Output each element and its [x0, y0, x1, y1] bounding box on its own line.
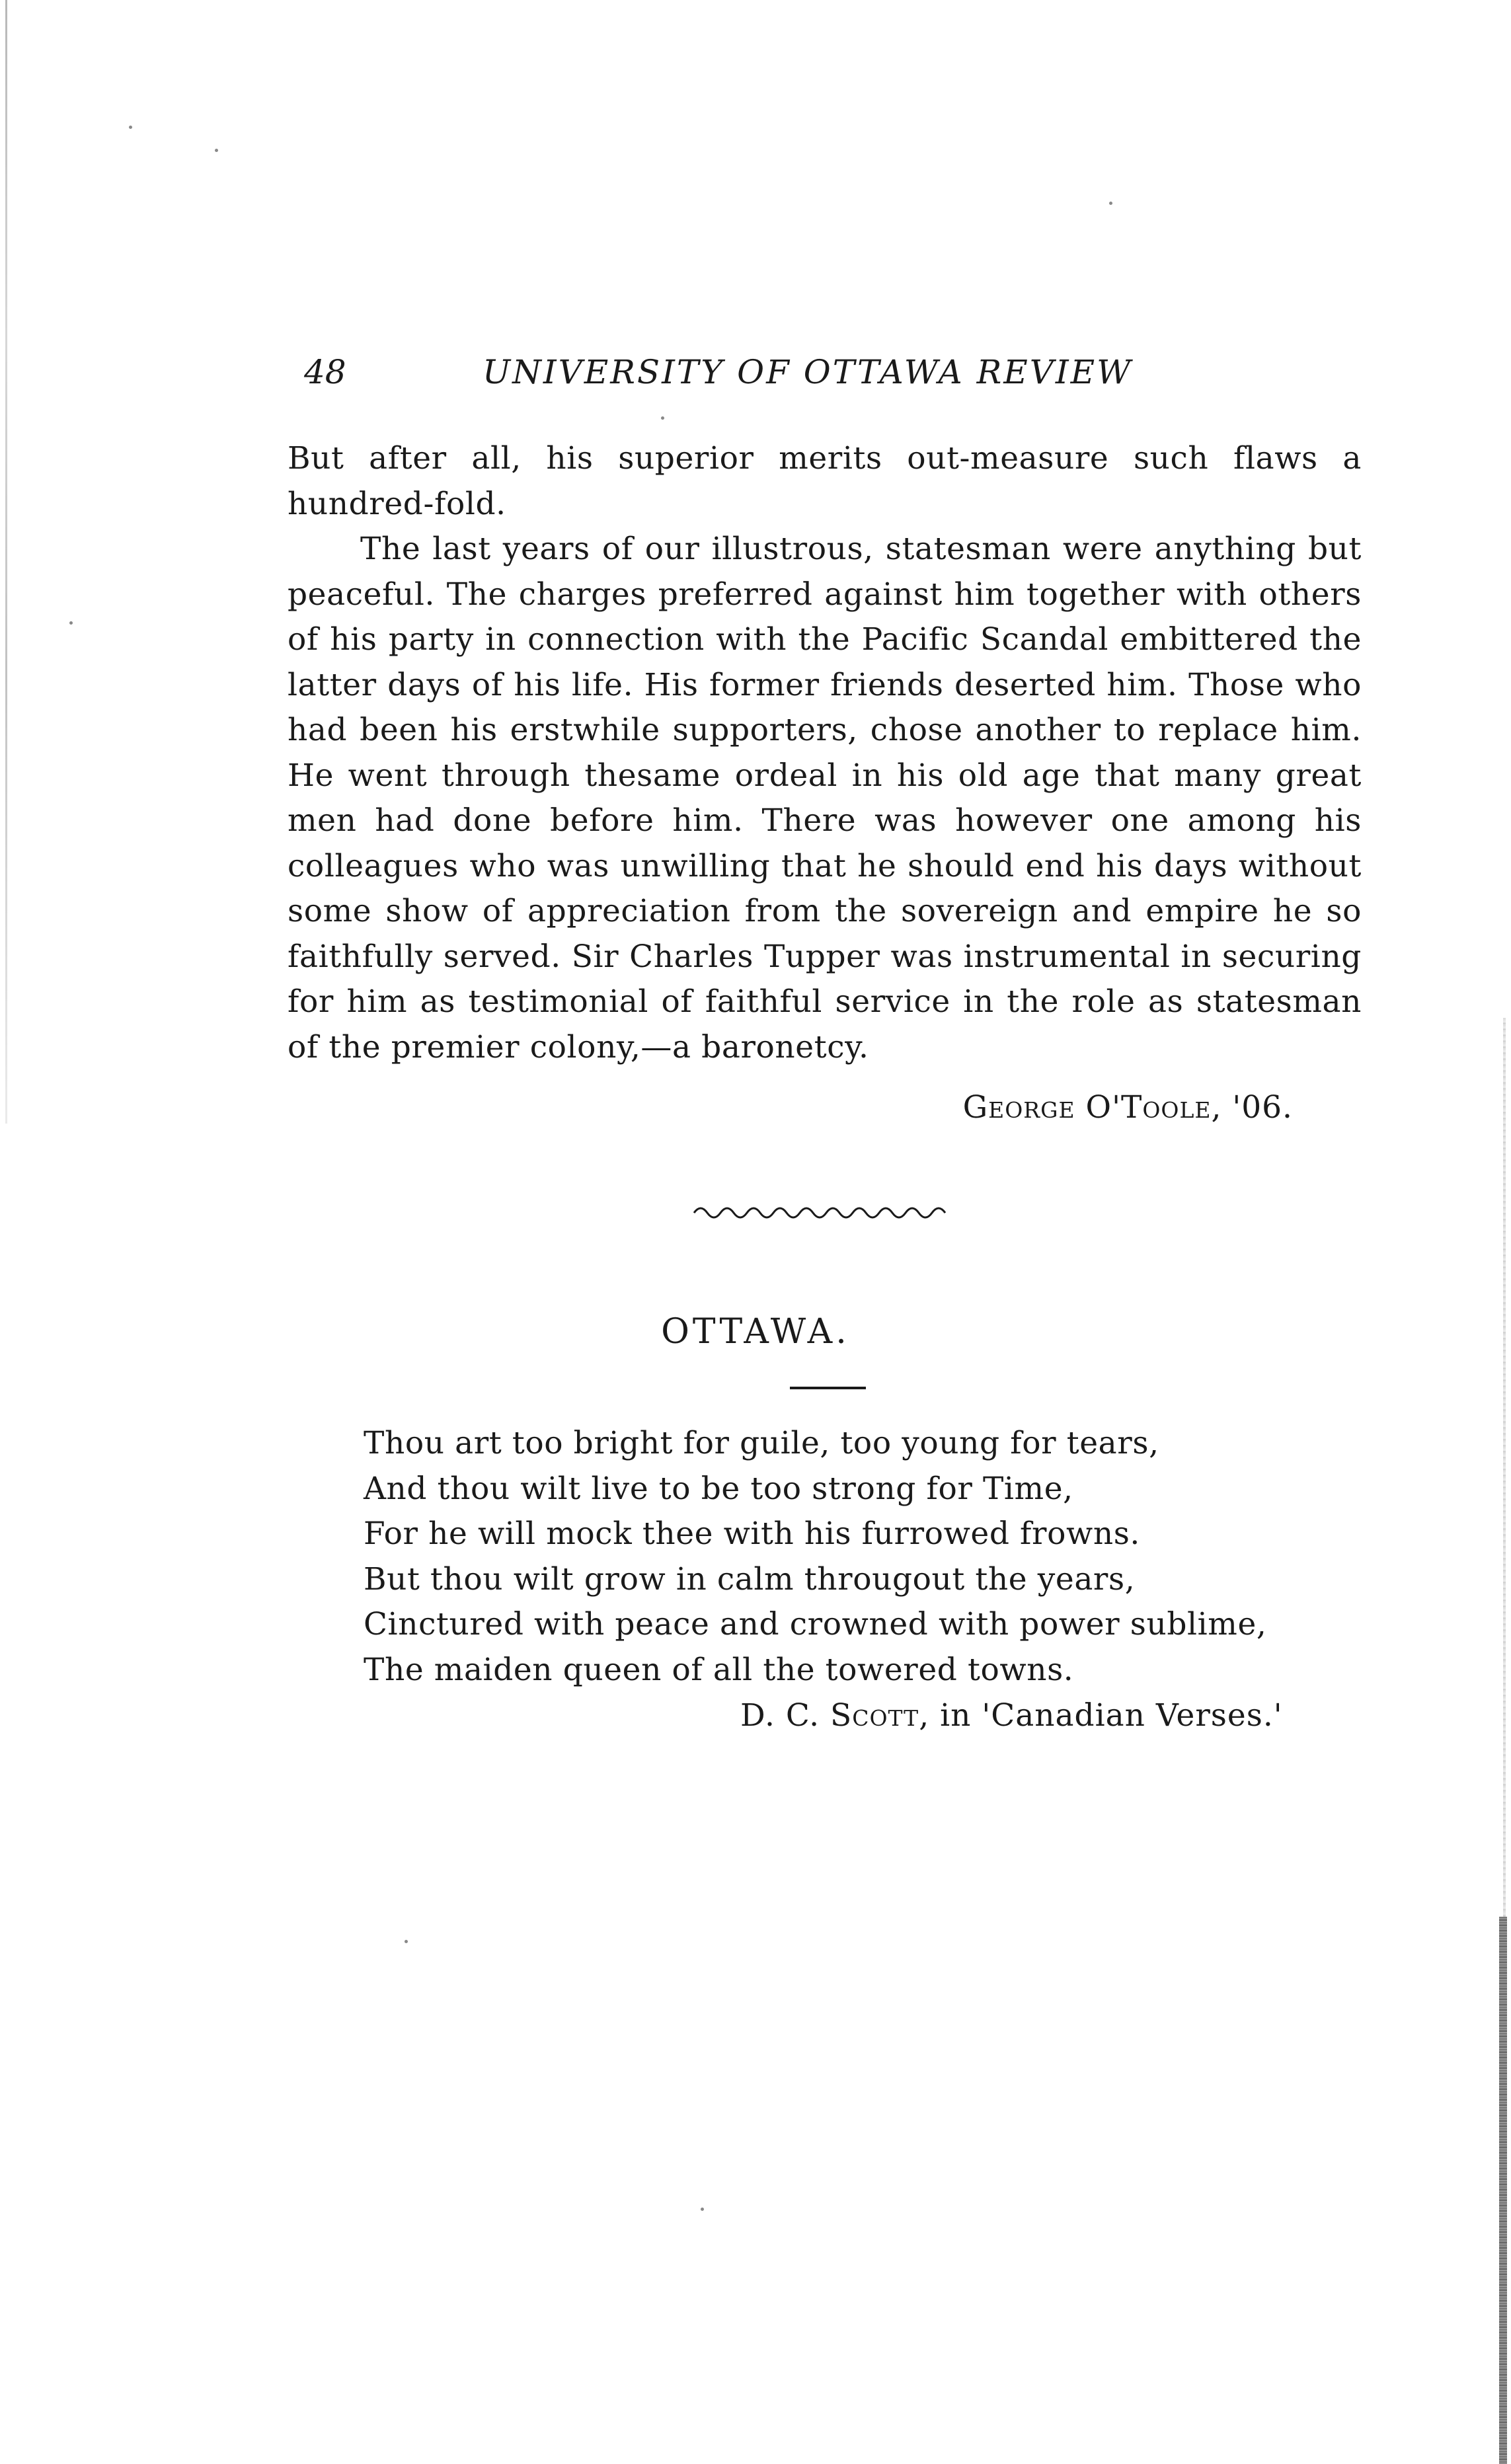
- scan-speck: [405, 1940, 408, 1943]
- poem-line: For he will mock thee with his furrowed frowns.: [364, 1516, 1140, 1552]
- scan-right-edge-upper: [1503, 1018, 1506, 1917]
- scan-speck: [69, 621, 73, 625]
- scan-right-edge-lower: [1499, 1917, 1507, 2464]
- poem-line: The maiden queen of all the towered towns.: [364, 1651, 1074, 1688]
- scan-left-edge: [5, 0, 7, 1124]
- attribution-source: in 'Canadian Verses.': [940, 1697, 1283, 1734]
- poem-line: Thou art too bright for guile, too young for tears,: [364, 1425, 1159, 1461]
- paragraph: But after all, his superior merits out-measure such flaws a hundred-fold.: [288, 440, 1362, 522]
- scan-speck: [215, 149, 218, 152]
- title-rule: [790, 1387, 866, 1389]
- article-signature: George O'Toole, '06.: [962, 1089, 1293, 1126]
- page-number: 48: [304, 353, 346, 391]
- scan-speck: [1109, 202, 1112, 205]
- page-header: [284, 350, 1210, 403]
- scan-speck: [129, 126, 132, 129]
- poem-line: But thou wilt grow in calm througout the years,: [364, 1560, 1136, 1598]
- poem-title: OTTAWA.: [661, 1312, 850, 1352]
- article-text: [288, 436, 1362, 1070]
- scan-speck: [701, 2208, 704, 2211]
- attribution-author: D. C. Scott,: [740, 1697, 930, 1734]
- paragraph: The last years of our illustrous, statesman were anything but peaceful. The charges preferred against him together with others of his party in connection with the Pacific Scandal embittered the latter days of his life. His former friends deserted him. Those who had been his erstwhile supporters, chose another to replace him. He went through thesame ordeal in his old age that many great men had done before him. There was however one among his colleagues who was unwilling that he should end his days without some show of appreciation from the sovereign and empire he so faithfully served. Sir Charles Tupper was instrumental in securing for him as testimonial of faithful service in the role as statesman of the premier colony,—a baronetcy.: [288, 531, 1362, 1065]
- poem-line: And thou wilt live to be too strong for Time,: [364, 1470, 1073, 1507]
- poem-body: [364, 1421, 1355, 1693]
- running-title: UNIVERSITY OF OTTAWA REVIEW: [483, 353, 1133, 391]
- poem-attribution: [740, 1697, 1283, 1734]
- poem-line: Cinctured with peace and crowned with power sublime,: [364, 1606, 1267, 1642]
- wavy-divider-ornament: [687, 1200, 952, 1226]
- scan-speck: [661, 416, 664, 420]
